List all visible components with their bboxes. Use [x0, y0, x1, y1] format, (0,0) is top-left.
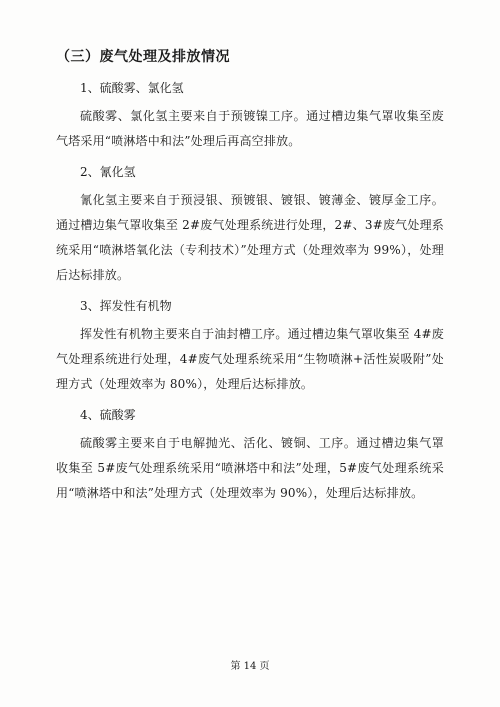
item-hcl-sulfuric-mist — [56, 78, 444, 154]
item-title: 4、硫酸雾 — [80, 408, 136, 422]
item-title: 2、氰化氢 — [80, 165, 136, 179]
item-paragraph: 挥发性有机物主要来自于油封槽工序。通过槽边集气罩收集至 4#废气处理系统进行处理，4#废气处理系统采用“生物喷淋+活性炭吸附”处理方式（处理效率为 80%），处理后达标排放。 — [56, 327, 444, 391]
item-title: 1、硫酸雾、氯化氢 — [80, 81, 184, 95]
item-hydrogen-cyanide — [56, 162, 444, 288]
page-number: 第 14 页 — [230, 661, 270, 672]
item-vocs — [56, 296, 444, 397]
item-paragraph: 硫酸雾主要来自于电解抛光、活化、镀铜、工序。通过槽边集气罩收集至 5#废气处理系统采用“喷淋塔中和法”处理，5#废气处理系统采用“喷淋塔中和法”处理方式（处理效率为 90%），处理后达标排放。 — [56, 436, 444, 500]
section-heading: （三）废气处理及排放情况 — [56, 49, 230, 65]
item-sulfuric-mist — [56, 405, 444, 506]
item-title: 3、挥发性有机物 — [80, 299, 172, 313]
item-paragraph: 硫酸雾、氯化氢主要来自于预镀镍工序。通过槽边集气罩收集至废气塔采用“喷淋塔中和法”处理后再高空排放。 — [56, 109, 444, 148]
item-paragraph: 氰化氢主要来自于预浸银、预镀银、镀银、镀薄金、镀厚金工序。通过槽边集气罩收集至 2#废气处理系统进行处理，2#、3#废气处理系统采用“喷淋塔氧化法（专利技术）”处理方式（处理效率为 99%），处理后达标排放。 — [56, 193, 444, 282]
